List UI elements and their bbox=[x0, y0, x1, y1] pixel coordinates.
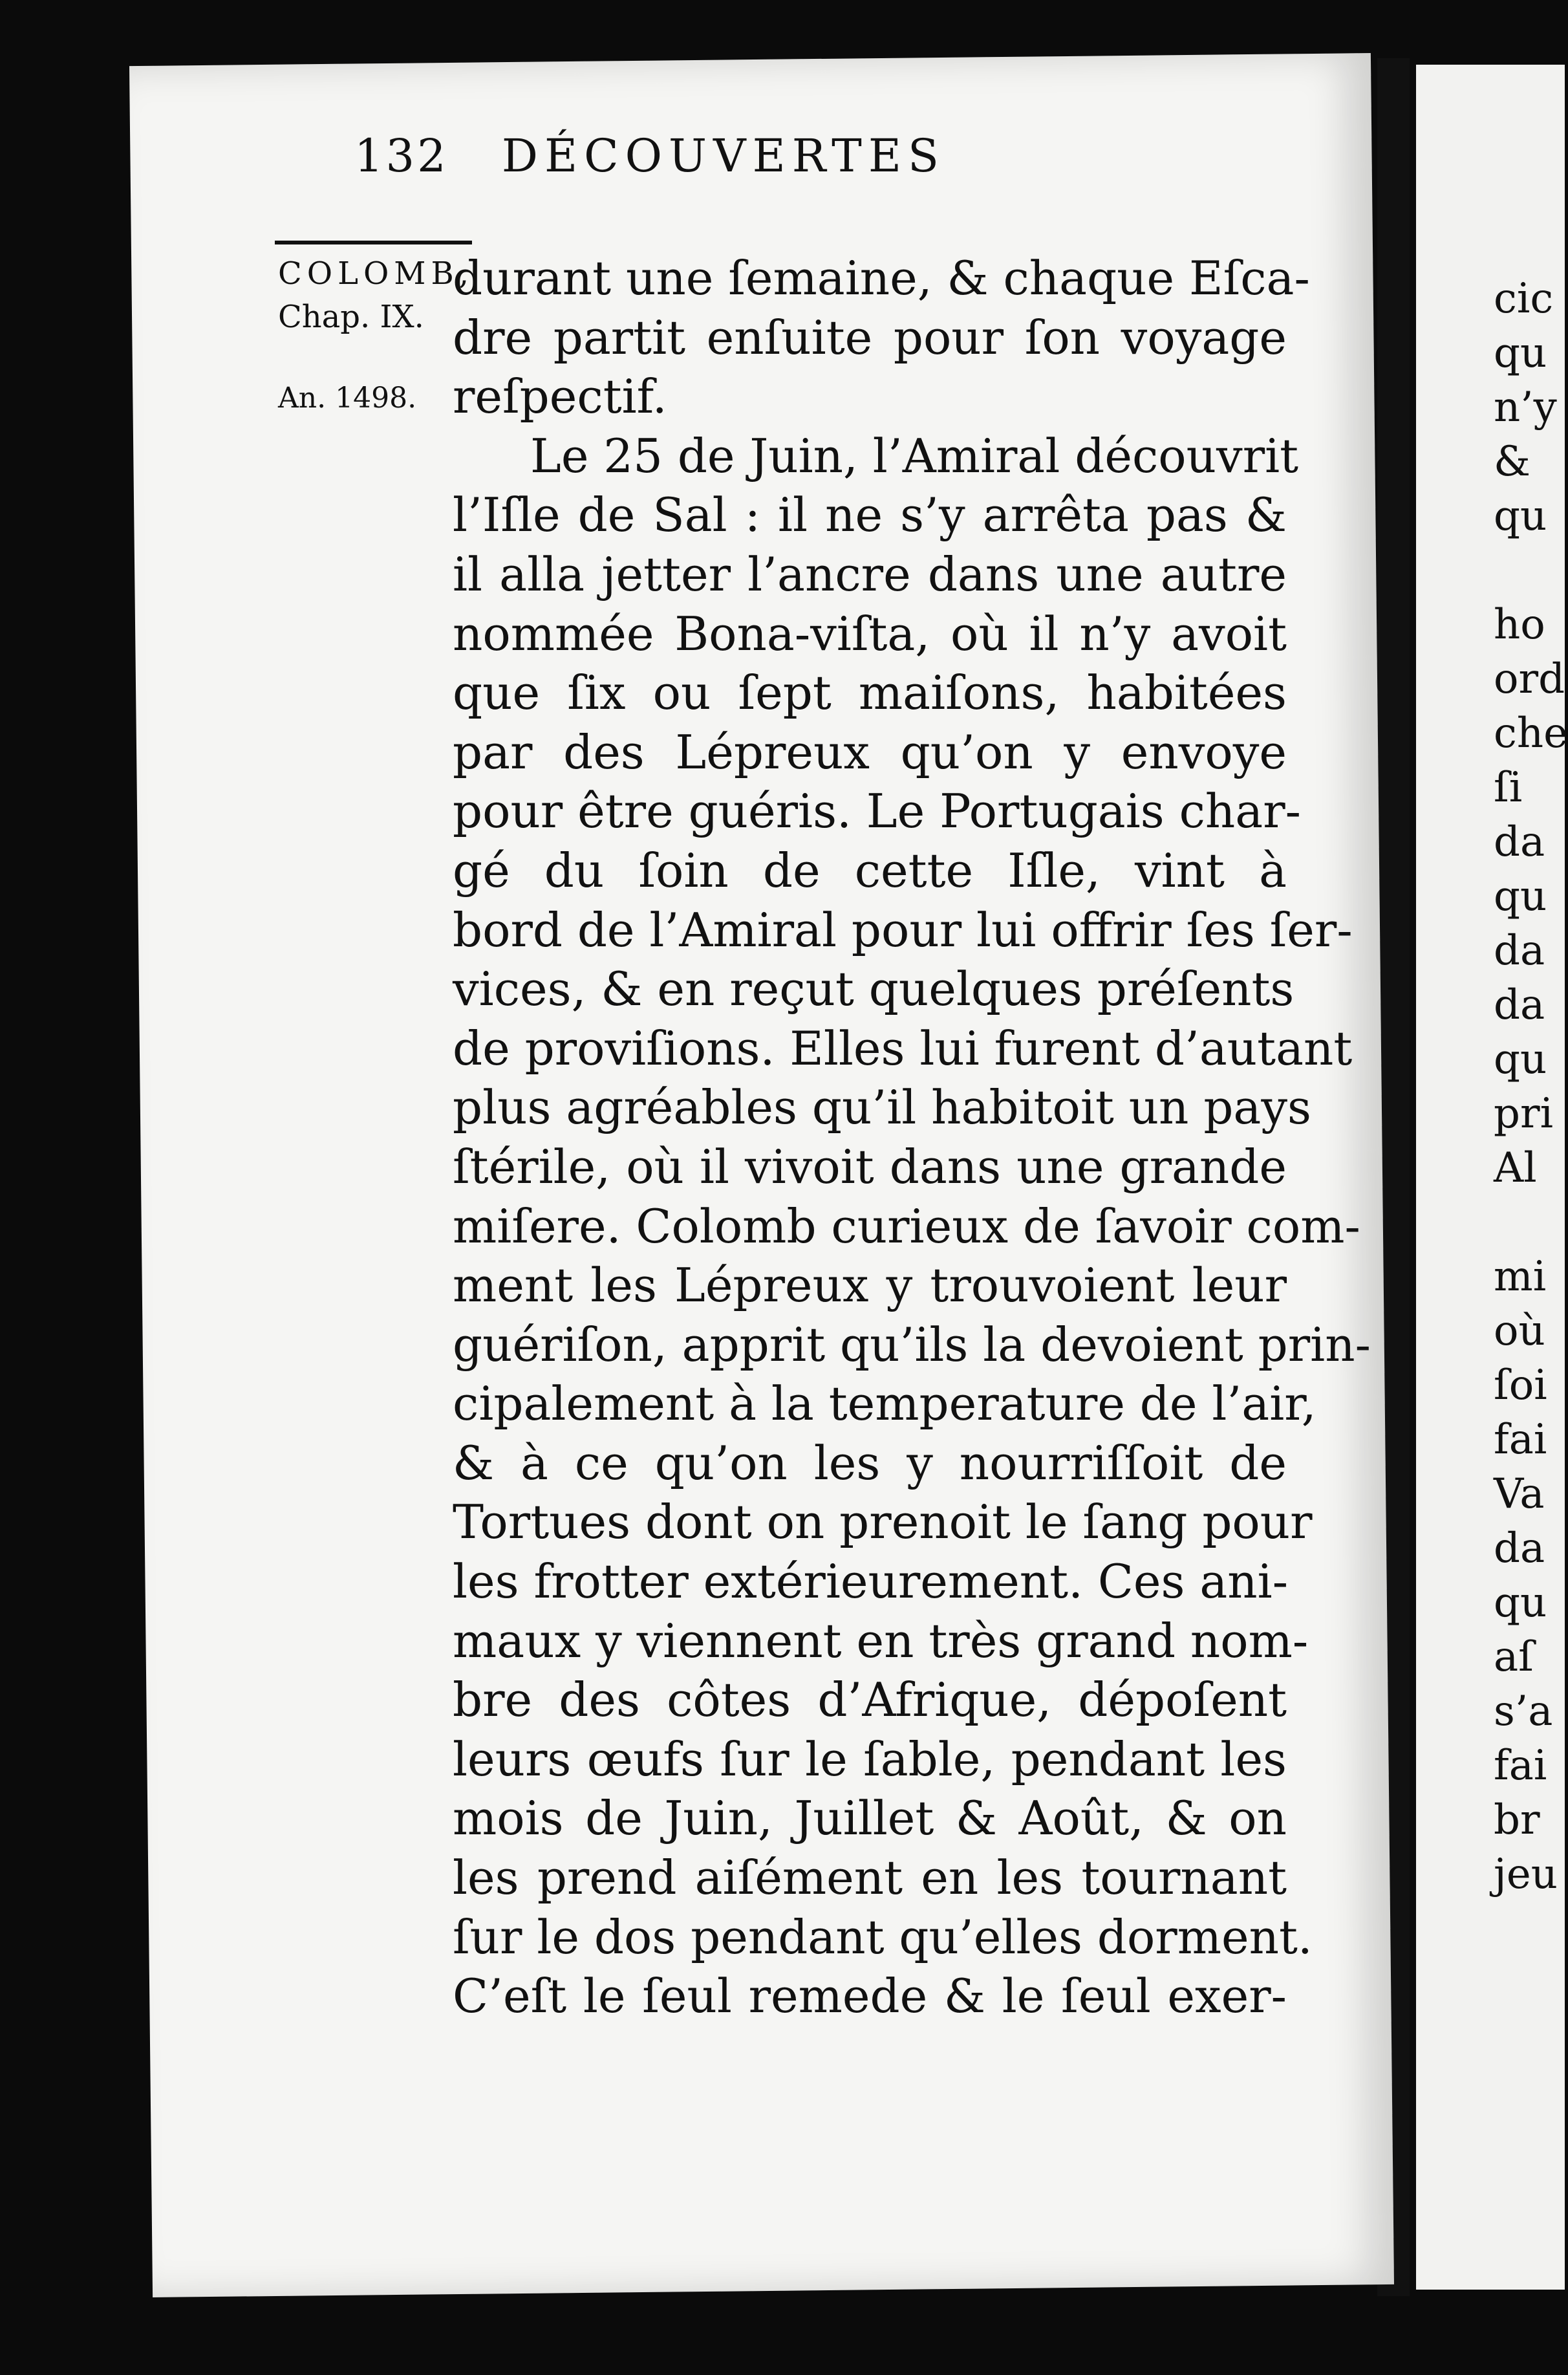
text-line: l’Iſle de Sal : il ne s’y arrêta pas & bbox=[453, 488, 1287, 543]
next-page-fragment: qu bbox=[1494, 329, 1547, 377]
next-page-fragment: Al bbox=[1494, 1144, 1537, 1192]
text-line: Tortues dont on prenoit le ſang pour bbox=[453, 1495, 1313, 1550]
margin-note-name: COLOMB, bbox=[278, 255, 474, 292]
text-line: de proviſions. Elles lui furent d’autant bbox=[453, 1021, 1353, 1076]
body-text bbox=[453, 249, 1371, 2026]
next-page-fragment: qu bbox=[1494, 1579, 1547, 1627]
text-line: ment les Lépreux y trouvoient leur bbox=[453, 1258, 1287, 1313]
running-title: DÉCOUVERTES bbox=[501, 129, 945, 182]
text-line: ſur le dos pendant qu’elles dorment. bbox=[453, 1909, 1313, 1964]
text-line: les frotter extérieurement. Ces ani- bbox=[453, 1554, 1289, 1609]
next-page-fragment: s’a bbox=[1494, 1687, 1553, 1735]
next-page-fragment: qu bbox=[1494, 873, 1547, 920]
next-page-fragment: br bbox=[1494, 1796, 1540, 1844]
margin-note-chapter: Chap. IX. bbox=[278, 299, 424, 335]
next-page-fragment: jeu bbox=[1494, 1850, 1558, 1898]
text-line: bre des côtes d’Afrique, dépoſent bbox=[453, 1673, 1287, 1728]
next-page-fragment: qu bbox=[1494, 492, 1547, 540]
text-line: Le 25 de Juin, l’Amiral découvrit bbox=[530, 428, 1299, 483]
next-page-fragment: da bbox=[1494, 818, 1545, 866]
text-line: maux y viennent en très grand nom- bbox=[453, 1613, 1309, 1668]
next-page-fragment: cic bbox=[1494, 275, 1554, 323]
text-line: gé du ſoin de cette Iſle, vint à bbox=[453, 843, 1287, 898]
text-line: & à ce qu’on les y nourriſſoit de bbox=[453, 1435, 1287, 1490]
next-page-fragment: n’y bbox=[1494, 384, 1557, 431]
text-line: miſere. Colomb curieux de ſavoir com- bbox=[453, 1198, 1360, 1253]
next-page-fragment: da bbox=[1494, 981, 1545, 1029]
next-page-fragment: da bbox=[1494, 927, 1545, 975]
next-page-fragment: ord bbox=[1494, 655, 1565, 703]
text-line: bord de l’Amiral pour lui offrir ſes ſer- bbox=[453, 902, 1353, 957]
text-line: par des Lépreux qu’on y envoye bbox=[453, 724, 1287, 779]
next-page-fragment: qu bbox=[1494, 1036, 1547, 1083]
text-line: reſpectif. bbox=[453, 369, 667, 424]
text-line: ſtérile, où il vivoit dans une grande bbox=[453, 1139, 1287, 1194]
next-page-fragment: fai bbox=[1494, 1416, 1547, 1464]
text-line: guériſon, apprit qu’ils la devoient prin- bbox=[453, 1317, 1371, 1372]
text-line: que ſix ou ſept maiſons, habitées bbox=[453, 666, 1287, 721]
next-page-fragment: & bbox=[1494, 438, 1530, 486]
next-page-fragment: ſoi bbox=[1494, 1361, 1547, 1409]
text-line: durant une ſemaine, & chaque Eſca- bbox=[453, 251, 1310, 305]
next-page-fragment: ho bbox=[1494, 601, 1545, 649]
next-page-fragment: da bbox=[1494, 1524, 1545, 1572]
text-line: leurs œufs ſur le ſable, pendant les bbox=[453, 1731, 1287, 1786]
margin-rule bbox=[275, 241, 472, 244]
next-page-fragment: aſ bbox=[1494, 1633, 1534, 1681]
text-line: il alla jetter l’ancre dans une autre bbox=[453, 547, 1287, 602]
text-line: nommée Bona-viſta, où il n’y avoit bbox=[453, 606, 1287, 661]
text-line: mois de Juin, Juillet & Août, & on bbox=[453, 1791, 1287, 1846]
margin-note-year: An. 1498. bbox=[278, 382, 417, 415]
text-line: dre partit enſuite pour ſon voyage bbox=[453, 310, 1287, 365]
next-page-fragment: pri bbox=[1494, 1090, 1554, 1138]
running-header bbox=[354, 129, 945, 182]
text-line: les prend aiſément en les tournant bbox=[453, 1850, 1287, 1905]
next-page-fragment: mi bbox=[1494, 1253, 1547, 1301]
text-line: cipalement à la temperature de l’air, bbox=[453, 1376, 1316, 1431]
next-page-fragment: fai bbox=[1494, 1742, 1547, 1790]
next-page-fragment: che bbox=[1494, 710, 1568, 757]
text-line: vices, & en reçut quelques préſents bbox=[453, 962, 1294, 1017]
next-page-fragment: où bbox=[1494, 1307, 1545, 1355]
next-page-fragment: Va bbox=[1494, 1470, 1545, 1518]
text-line: plus agréables qu’il habitoit un pays bbox=[453, 1080, 1311, 1135]
text-line: C’eſt le ſeul remede & le ſeul exer- bbox=[453, 1969, 1287, 2024]
page-number: 132 bbox=[354, 129, 449, 182]
next-page-fragment: ſi bbox=[1494, 764, 1523, 812]
text-line: pour être guéris. Le Portugais char- bbox=[453, 784, 1301, 839]
